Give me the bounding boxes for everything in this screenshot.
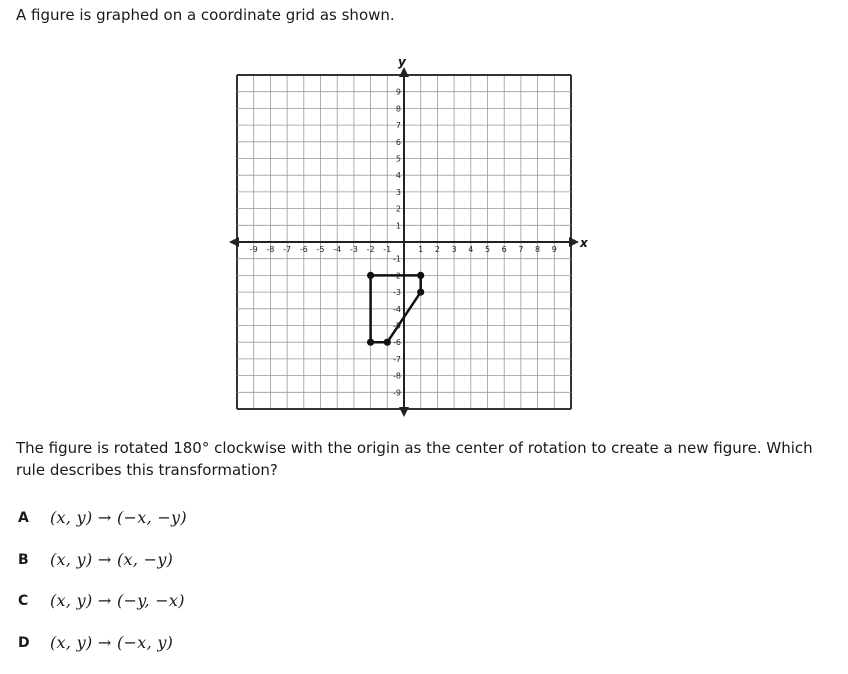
figure-vertex-point [367, 339, 374, 346]
answer-choices [18, 508, 187, 674]
choice-letter: C [18, 591, 50, 609]
choice-b[interactable] [18, 550, 187, 592]
x-tick-label: 2 [435, 245, 440, 254]
x-tick-label: 6 [502, 245, 507, 254]
x-tick-label: -7 [283, 245, 291, 254]
x-tick-label: 8 [535, 245, 540, 254]
y-tick-label: -6 [393, 338, 401, 347]
x-tick-label: -5 [317, 245, 325, 254]
x-tick-label: -2 [367, 245, 375, 254]
x-tick-label: -6 [300, 245, 308, 254]
coordinate-grid [228, 50, 600, 420]
choice-c[interactable] [18, 591, 187, 633]
x-tick-label: 5 [485, 245, 490, 254]
x-tick-label: -1 [383, 245, 391, 254]
x-tick-label: 7 [518, 245, 523, 254]
x-axis-label: x [579, 236, 589, 250]
y-axis-label: y [398, 55, 407, 69]
choice-text: (x, y) → (x, −y) [50, 550, 173, 569]
y-tick-label: -5 [393, 322, 401, 331]
y-tick-label: 3 [396, 188, 401, 197]
choice-letter: D [18, 633, 50, 651]
figure-vertex-point [384, 339, 391, 346]
y-tick-label: 1 [396, 221, 401, 230]
y-tick-label: 8 [396, 104, 401, 113]
y-tick-label: -3 [393, 288, 401, 297]
y-tick-label: -2 [393, 271, 401, 280]
x-tick-label: 9 [552, 245, 557, 254]
figure-vertex-point [417, 272, 424, 279]
x-tick-label: 1 [418, 245, 423, 254]
prompt-text: A figure is graphed on a coordinate grid as shown. [16, 6, 395, 24]
choice-text: (x, y) → (−x, y) [50, 633, 173, 652]
y-tick-label: 4 [396, 171, 401, 180]
y-tick-label: 7 [396, 121, 401, 130]
y-tick-label: 2 [396, 205, 401, 214]
choice-a[interactable] [18, 508, 187, 550]
y-tick-label: -4 [393, 305, 401, 314]
choice-text: (x, y) → (−y, −x) [50, 591, 185, 610]
y-axis-down-arrow [399, 407, 409, 417]
y-tick-label: 9 [396, 88, 401, 97]
choice-letter: B [18, 550, 50, 568]
choice-text: (x, y) → (−x, −y) [50, 508, 187, 527]
x-tick-label: -4 [333, 245, 341, 254]
x-tick-label: -8 [266, 245, 274, 254]
x-axis-right-arrow [569, 237, 579, 247]
y-tick-label: -1 [393, 255, 401, 264]
y-tick-label: 5 [396, 155, 401, 164]
y-tick-label: -9 [393, 388, 401, 397]
x-tick-label: 3 [452, 245, 457, 254]
y-tick-label: 6 [396, 138, 401, 147]
x-tick-label: 4 [468, 245, 473, 254]
y-tick-label: -7 [393, 355, 401, 364]
choice-letter: A [18, 508, 50, 526]
x-tick-label: -9 [250, 245, 258, 254]
question-text: The figure is rotated 180° clockwise with the origin as the center of rotation to create a new figure. Which rule describes this transformation? [16, 437, 836, 481]
figure-vertex-point [417, 289, 424, 296]
x-axis-left-arrow [229, 237, 239, 247]
choice-d[interactable] [18, 633, 187, 674]
figure-vertex-point [367, 272, 374, 279]
y-tick-label: -8 [393, 372, 401, 381]
x-tick-label: -3 [350, 245, 358, 254]
